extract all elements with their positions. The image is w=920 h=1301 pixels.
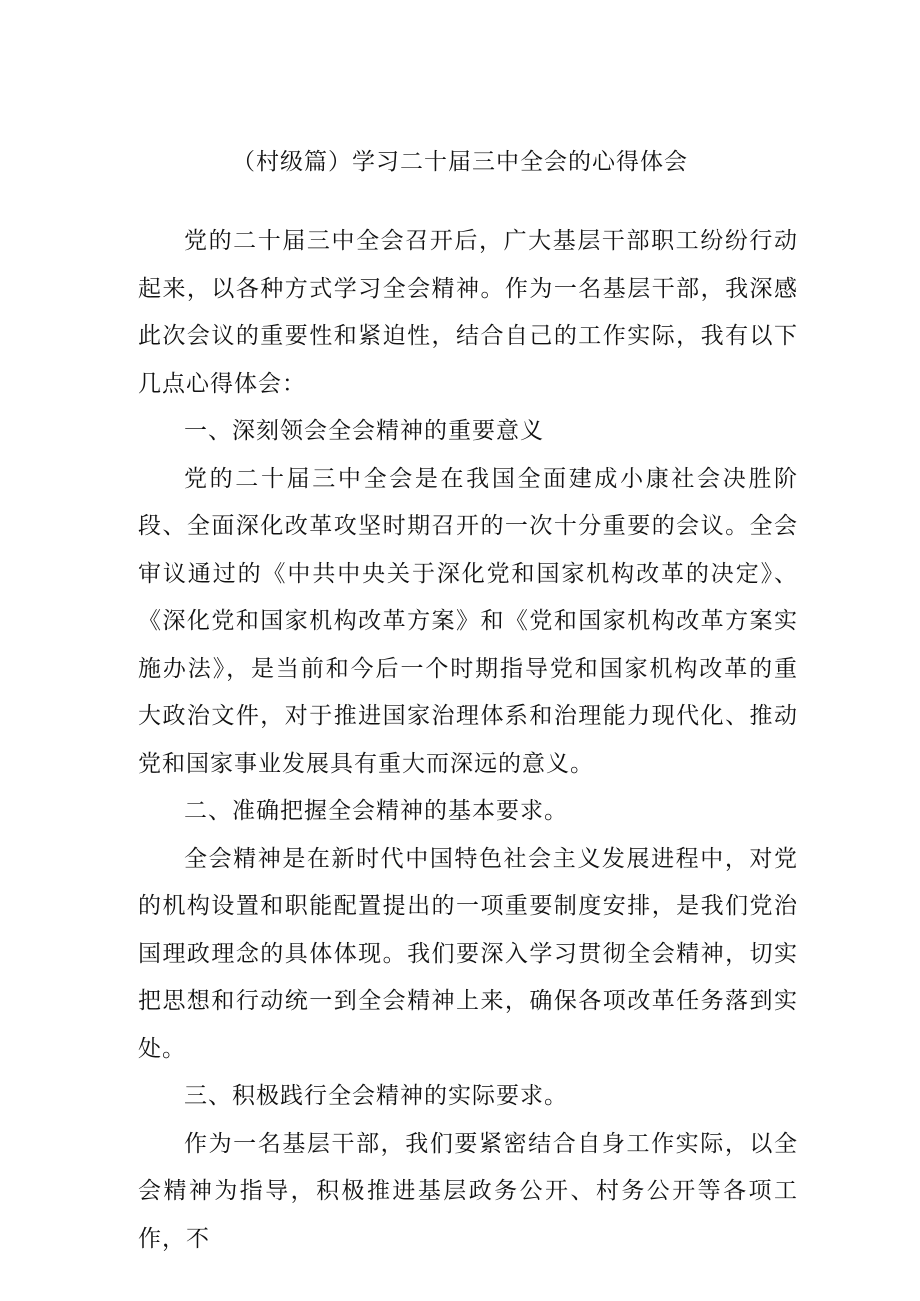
document-title: （村级篇）学习二十届三中全会的心得体会 [232,149,688,175]
paragraph-section-2: 全会精神是在新时代中国特色社会主义发展进程中，对党的机构设置和职能配置提出的一项重要制度安排，是我们党治国理政理念的具体体现。我们要深入学习贯彻全会精神，切实把思想和行动统一到全会精神上来，确保各项改革任务落到实处。 [138,845,798,1062]
paragraph-section-1: 党的二十届三中全会是在我国全面建成小康社会决胜阶段、全面深化改革攻坚时期召开的一次十分重要的会议。全会审议通过的《中共中央关于深化党和国家机构改革的决定》、《深化党和国家机构改革方案》和《党和国家机构改革方案实施办法》，是当前和今后一个时期指导党和国家机构改革的重大政治文件，对于推进国家治理体系和治理能力现代化、推动党和国家事业发展具有重大而深远的意义。 [138,465,798,777]
paragraph-section-3: 作为一名基层干部，我们要紧密结合自身工作实际，以全会精神为指导，积极推进基层政务公开、村务公开等各项工作，不 [138,1130,798,1252]
heading-section-1: 一、深刻领会全会精神的重要意义 [184,418,544,444]
paragraph-intro: 党的二十届三中全会召开后，广大基层干部职工纷纷行动起来，以各种方式学习全会精神。作为一名基层干部，我深感此次会议的重要性和紧迫性，结合自己的工作实际，我有以下几点心得体会： [138,228,798,397]
heading-section-3: 三、积极践行全会精神的实际要求。 [184,1083,568,1109]
document-body [138,218,798,1263]
heading-section-2: 二、准确把握全会精神的基本要求。 [184,798,568,824]
